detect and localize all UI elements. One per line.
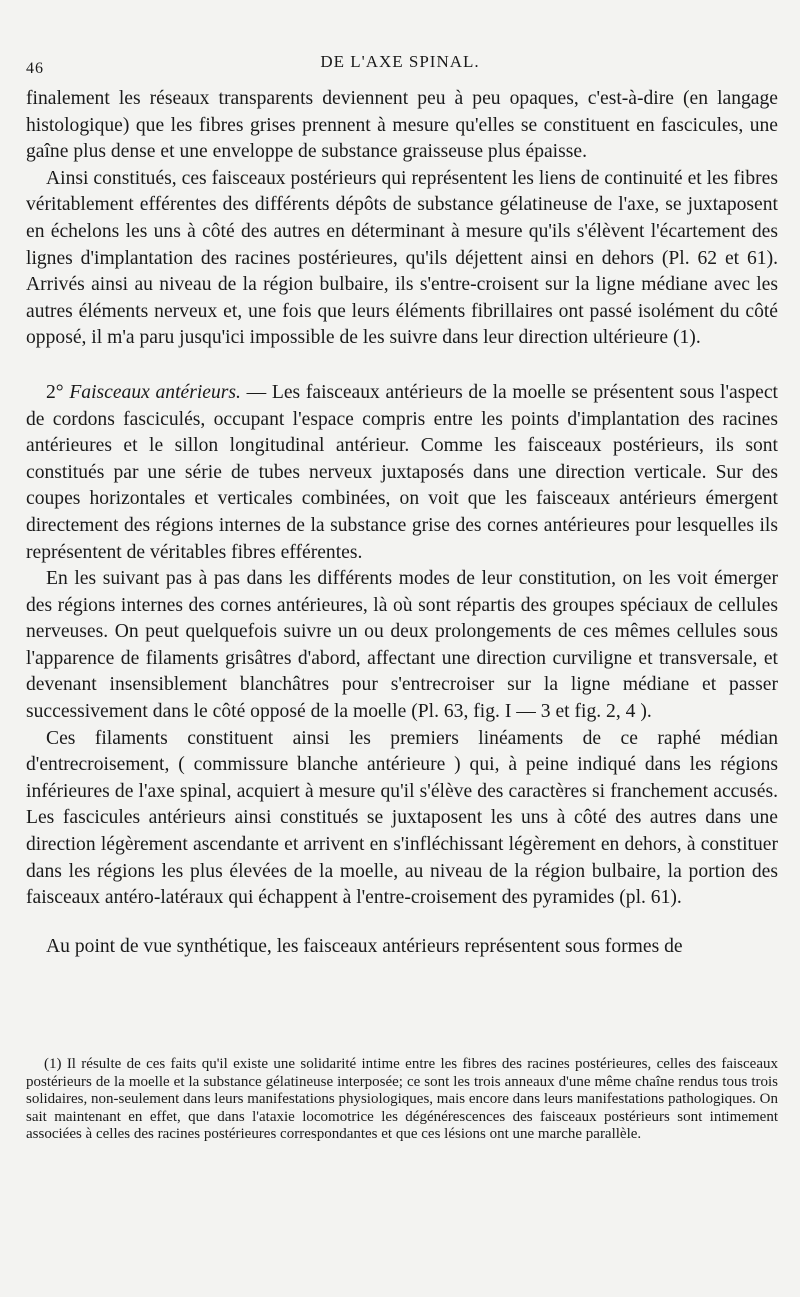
page-number: 46 [26, 60, 44, 77]
paragraph-anterior-bundles [26, 380, 778, 566]
heading-dash: — [240, 381, 272, 403]
running-title: DE L'AXE SPINAL. [320, 52, 480, 71]
footnote [26, 1056, 778, 1144]
section-number: 2° [46, 381, 64, 403]
section-text: Les faisceaux antérieurs de la moelle se présentent sous l'aspect de cordons fasciculés, occupant l'espace compris entre les points d'implantation des racines antérieures et le sillon longitudinal antérieur. Comme les faisceaux postérieurs, ils sont constitués par une série de tubes nerveux juxtaposés dans une direction verticale. Sur des coupes horizontales et verticales combinées, on voit que les faisceaux antérieurs émergent directement des régions internes de la substance grise des cornes antérieures pour lesquelles ils représentent de véritables fibres efférentes. [26, 381, 778, 563]
section-spacer [26, 352, 778, 380]
paragraph-continuation: finalement les réseaux transparents deviennent peu à peu opaques, c'est-à-dire (en langage histologique) que les fibres grises prennent à mesure qu'elles se constituent en fascicules, une gaîne plus dense et une enveloppe de substance graisseuse plus épaisse. [26, 88, 778, 163]
paragraph-synthetic: Au point de vue synthétique, les faisceaux antérieurs représentent sous formes de [46, 935, 683, 957]
paragraph-following-steps: En les suivant pas à pas dans les différents modes de leur constitution, on les voit émerger des régions internes des cornes antérieures, là où sont répartis des groupes spéciaux de cellules nerveuses. On peut quelquefois suivre un ou deux prolongements de ces mêmes cellules sous l'apparence de filaments grisâtres d'abord, affectant une direction curviligne et transversale, et devenant insensiblement blanchâtres pour s'entrecroiser sur la ligne médiane et passer successivement dans le côté opposé de la moelle (Pl. 63, fig. I — 3 et fig. 2, 4 ). [26, 568, 778, 723]
body-text [26, 86, 778, 960]
paragraph-spacer [26, 912, 778, 934]
paragraph-filaments: Ces filaments constituent ainsi les premiers linéaments de ce raphé médian d'entrecroisement, ( commissure blanche antérieure ) qui, à peine indiqué dans les régions inférieures de l'axe spinal, acquiert à mesure qu'il s'élève des caractères si franchement accusés. Les fascicules antérieurs ainsi constitués se juxtaposent les uns à côté des autres dans une direction légèrement ascendante et arrivent en s'infléchissant légèrement en dehors, à constituer dans les régions les plus élevées de la moelle, au niveau de la région bulbaire, la portion des faisceaux antéro-latéraux qui échappent à l'entre-croisement des pyramides (pl. 61). [26, 727, 778, 909]
section-heading: Faisceaux antérieurs. [69, 381, 241, 403]
paragraph-posterior-bundles: Ainsi constitués, ces faisceaux postérieurs qui représentent les liens de continuité et les fibres véritablement efférentes des différents dépôts de substance gélatineuse de l'axe, se juxtaposent en échelons les uns à côté des autres en déterminant à mesure qu'ils s'élèvent l'écartement des lignes d'implantation des racines postérieures, qu'ils déjettent ainsi en dehors (Pl. 62 et 61). Arrivés ainsi au niveau de la région bulbaire, ils s'entre-croisent sur la ligne médiane avec les autres éléments nerveux et, une fois que leurs éléments fibrillaires ont passé isolément du côté opposé, il m'a paru jusqu'ici impossible de les suivre dans leur direction ultérieure (1). [26, 167, 778, 349]
page-header [26, 52, 774, 78]
footnote-text: (1) Il résulte de ces faits qu'il existe une solidarité intime entre les fibres des racines postérieures, celles des faisceaux postérieurs de la moelle et la substance gélatineuse interposée; ce sont les trois anneaux d'une même chaîne rendus tous trois solidaires, non-seulement dans leurs manifestations physiologiques, mais encore dans leurs manifestations pathologiques. On sait maintenant en effet, que dans l'ataxie locomotrice les dégénérescences des faisceaux postérieurs sont intimement associées à celles des racines postérieures correspondantes et que ces lésions ont une marche parallèle. [26, 1056, 778, 1143]
